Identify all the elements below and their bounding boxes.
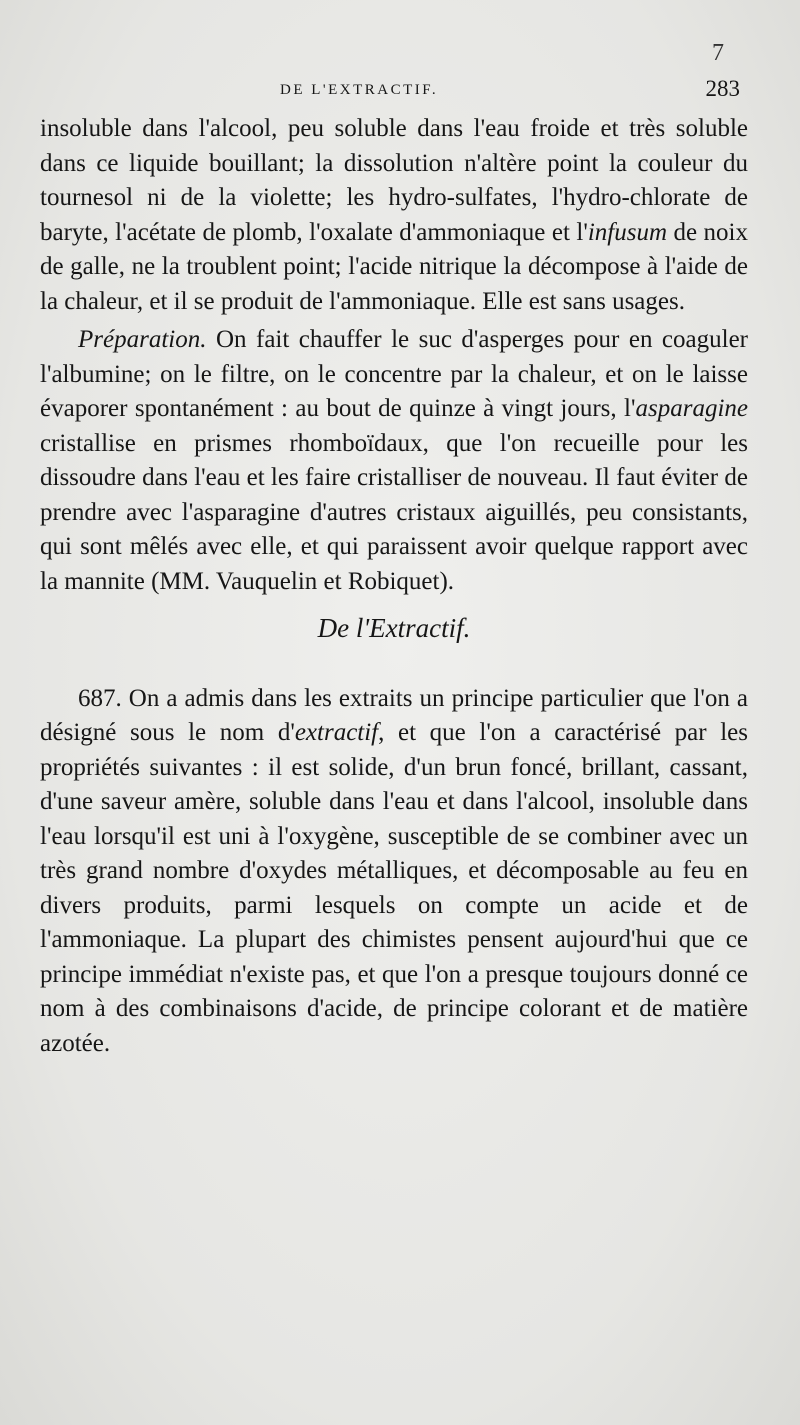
page-number: 283 <box>705 76 740 101</box>
term-asparagine: asparagine <box>635 395 748 422</box>
page-header <box>40 78 740 108</box>
body-text <box>40 112 748 1061</box>
section-heading: De l'Extractif. <box>317 613 471 643</box>
paragraph-asparagine-properties: insoluble dans l'alcool, peu soluble dans l'eau froide et très soluble dans ce liquide bouillant; la dissolution n'altère point la couleur du tournesol ni de la violette; les hydro-sulfates, l'hydro-chlorate de baryte, l'acétate de plomb, l'oxalate d'ammoniaque et l'infusum de noix de galle, ne la troublent point; l'acide nitrique la décompose à l'aide de la chaleur, et il se produit de l'ammoniaque. Elle est sans usages. <box>40 115 748 315</box>
paragraph-687: 687. On a admis dans les extraits un principe particulier que l'on a désigné sous le nom d'extractif, et que l'on a caractérisé par les propriétés suivantes : il est solide, d'un brun foncé, brillant, cassant, d'une saveur amère, soluble dans l'eau et dans l'alcool, insoluble dans l'eau lorsqu'il est uni à l'oxygène, susceptible de se combiner avec un très grand nombre d'oxydes métalliques, et décomposable au feu en divers produits, parmi lesquels on compte un acide et de l'ammoniaque. La plupart des chimistes pensent aujourd'hui que ce principe immédiat n'existe pas, et que l'on a presque toujours donné ce nom à des combinaisons d'acide, de principe colorant et de matière azotée. <box>40 684 748 1057</box>
paragraph-preparation: Préparation. On fait chauffer le suc d'asperges pour en coaguler l'albumine; on le filtre, on le concentre par la chaleur, et on le laisse évaporer spontanément : au bout de quinze à vingt jours, l'asparagine cristallise en prismes rhomboïdaux, que l'on recueille pour les dissoudre dans l'eau et les faire cristalliser de nouveau. Il faut éviter de prendre avec l'asparagine d'autres cristaux aiguillés, peu consistants, qui sont mêlés avec elle, et qui paraissent avoir quelque rapport avec la mannite (MM. Vauquelin et Robiquet). <box>40 326 748 595</box>
term-infusum: infusum <box>587 218 668 246</box>
running-title: DE L'EXTRACTIF. <box>280 82 439 98</box>
corner-handwritten-mark: 7 <box>712 40 724 66</box>
term-extractif: extractif <box>294 719 379 746</box>
preparation-label: Préparation. <box>78 326 207 353</box>
